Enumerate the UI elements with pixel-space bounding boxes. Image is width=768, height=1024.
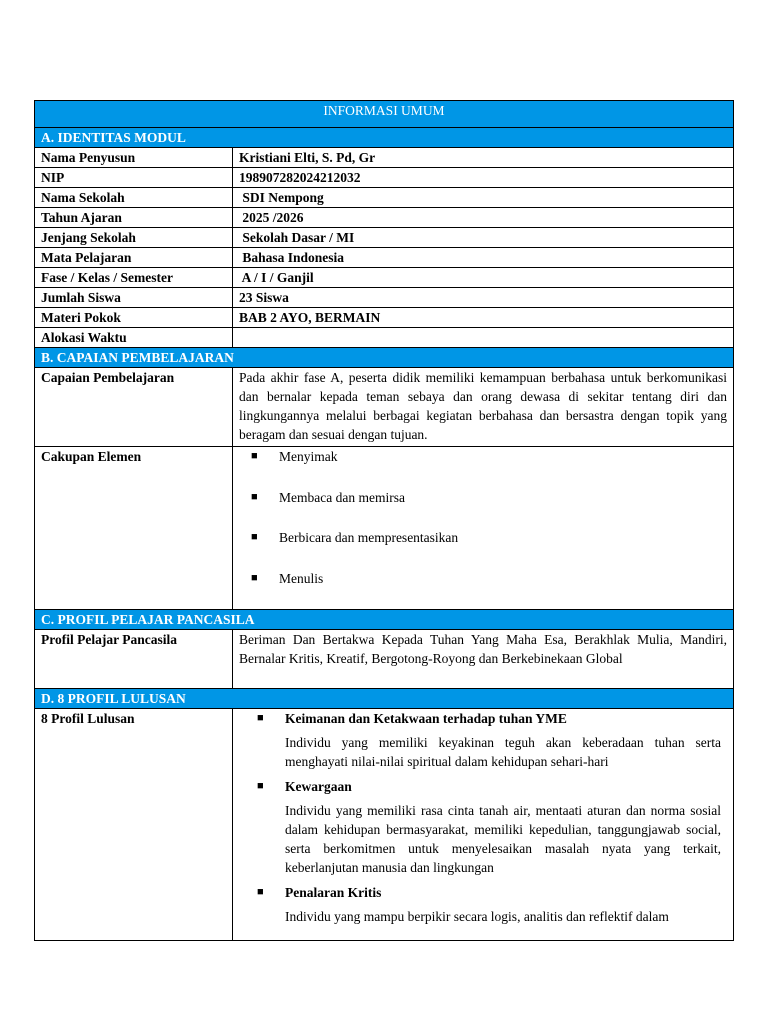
cakupan-item [251,528,727,569]
identitas-value: 2025 /2026 [233,208,734,228]
profil-lulusan-name: Keimanan dan Ketakwaan terhadap tuhan YME [285,711,567,726]
profil-lulusan-desc: Individu yang mampu berpikir secara logis, analitis dan reflektif dalam [285,909,669,924]
square-bullet-icon: ■ [257,886,264,898]
identitas-row [35,188,734,208]
identitas-label: Jenjang Sekolah [35,228,233,248]
identitas-label: Jumlah Siswa [35,288,233,308]
square-bullet-icon: ■ [257,780,264,792]
cakupan-item [251,569,727,610]
profil-pancasila-label: Profil Pelajar Pancasila [35,630,233,689]
identitas-label: Fase / Kelas / Semester [35,268,233,288]
identitas-value: SDI Nempong [233,188,734,208]
identitas-row [35,148,734,168]
capaian-label: Capaian Pembelajaran [35,368,233,447]
profil-lulusan-desc: Individu yang memiliki rasa cinta tanah air, mentaati aturan dan norma sosial dalam kehidupan bermasyarakat, memiliki kepedulian, tanggungjawab social, serta berkomitmen untuk menyelesaikan masalah nyata yang terkait, keberlanjutan manusia dan lingkungan [285,803,721,875]
identitas-row [35,288,734,308]
profil-lulusan-name: Penalaran Kritis [285,885,382,900]
square-bullet-icon: ■ [251,571,258,584]
profil-pancasila-text: Beriman Dan Bertakwa Kepada Tuhan Yang Maha Esa, Berakhlak Mulia, Mandiri, Bernalar Kritis, Kreatif, Bergotong-Royong dan Berkebinekaan Global [233,630,734,689]
identitas-label: Nama Penyusun [35,148,233,168]
profil-lulusan-item [257,883,721,926]
identitas-row [35,168,734,188]
identitas-value: Kristiani Elti, S. Pd, Gr [233,148,734,168]
identitas-row [35,308,734,328]
identitas-row [35,268,734,288]
section-identitas-modul: A. IDENTITAS MODUL [35,128,734,148]
profil-lulusan-desc: Individu yang memiliki keyakinan teguh akan keberadaan tuhan serta menghayati nilai-nilai spiritual dalam kehidupan sehari-hari [285,735,721,769]
square-bullet-icon: ■ [251,450,258,462]
cakupan-cell [233,447,734,610]
cakupan-item-label: Berbicara dan mempresentasikan [279,530,459,545]
square-bullet-icon: ■ [257,712,264,724]
identitas-value [233,328,734,348]
identitas-value: BAB 2 AYO, BERMAIN [233,308,734,328]
cakupan-item-label: Menulis [279,570,324,586]
identitas-row [35,208,734,228]
identitas-label: Tahun Ajaran [35,208,233,228]
identitas-value: A / I / Ganjil [233,268,734,288]
table-title: INFORMASI UMUM [35,101,734,128]
section-profil-pancasila: C. PROFIL PELAJAR PANCASILA [35,610,734,630]
profil-lulusan-cell [233,709,734,941]
profil-lulusan-name: Kewargaan [285,779,352,794]
capaian-text: Pada akhir fase A, peserta didik memiliki kemampuan berbahasa untuk berkomunikasi dan bernalar kepada teman sebaya dan orang dewasa di sekitar tentang diri dan lingkungannya melalui berbagai kegiatan berbahasa dan bersastra dengan topik yang beragam dan sesuai dengan tujuan. [233,368,734,447]
section-profil-lulusan: D. 8 PROFIL LULUSAN [35,689,734,709]
section-capaian-pembelajaran: B. CAPAIAN PEMBELAJARAN [35,348,734,368]
identitas-label: Nama Sekolah [35,188,233,208]
identitas-label: NIP [35,168,233,188]
square-bullet-icon: ■ [251,490,258,503]
cakupan-item-label: Membaca dan memirsa [279,489,405,505]
identitas-label: Alokasi Waktu [35,328,233,348]
identitas-value: Bahasa Indonesia [233,248,734,268]
cakupan-item [251,488,727,529]
cakupan-item [251,447,727,488]
profil-lulusan-item [257,709,721,771]
identitas-value: Sekolah Dasar / MI [233,228,734,248]
identitas-value: 198907282024212032 [233,168,734,188]
identitas-label: Materi Pokok [35,308,233,328]
profil-lulusan-item [257,777,721,877]
cakupan-item-label: Menyimak [279,449,338,464]
cakupan-list [239,447,727,609]
identitas-row [35,328,734,348]
identitas-label: Mata Pelajaran [35,248,233,268]
identitas-rows [35,148,734,348]
identitas-row [35,248,734,268]
identitas-value: 23 Siswa [233,288,734,308]
info-table [34,100,734,941]
cakupan-label: Cakupan Elemen [35,447,233,610]
profil-lulusan-label: 8 Profil Lulusan [35,709,233,941]
identitas-row [35,228,734,248]
square-bullet-icon: ■ [251,531,258,543]
profil-lulusan-list [245,709,721,926]
